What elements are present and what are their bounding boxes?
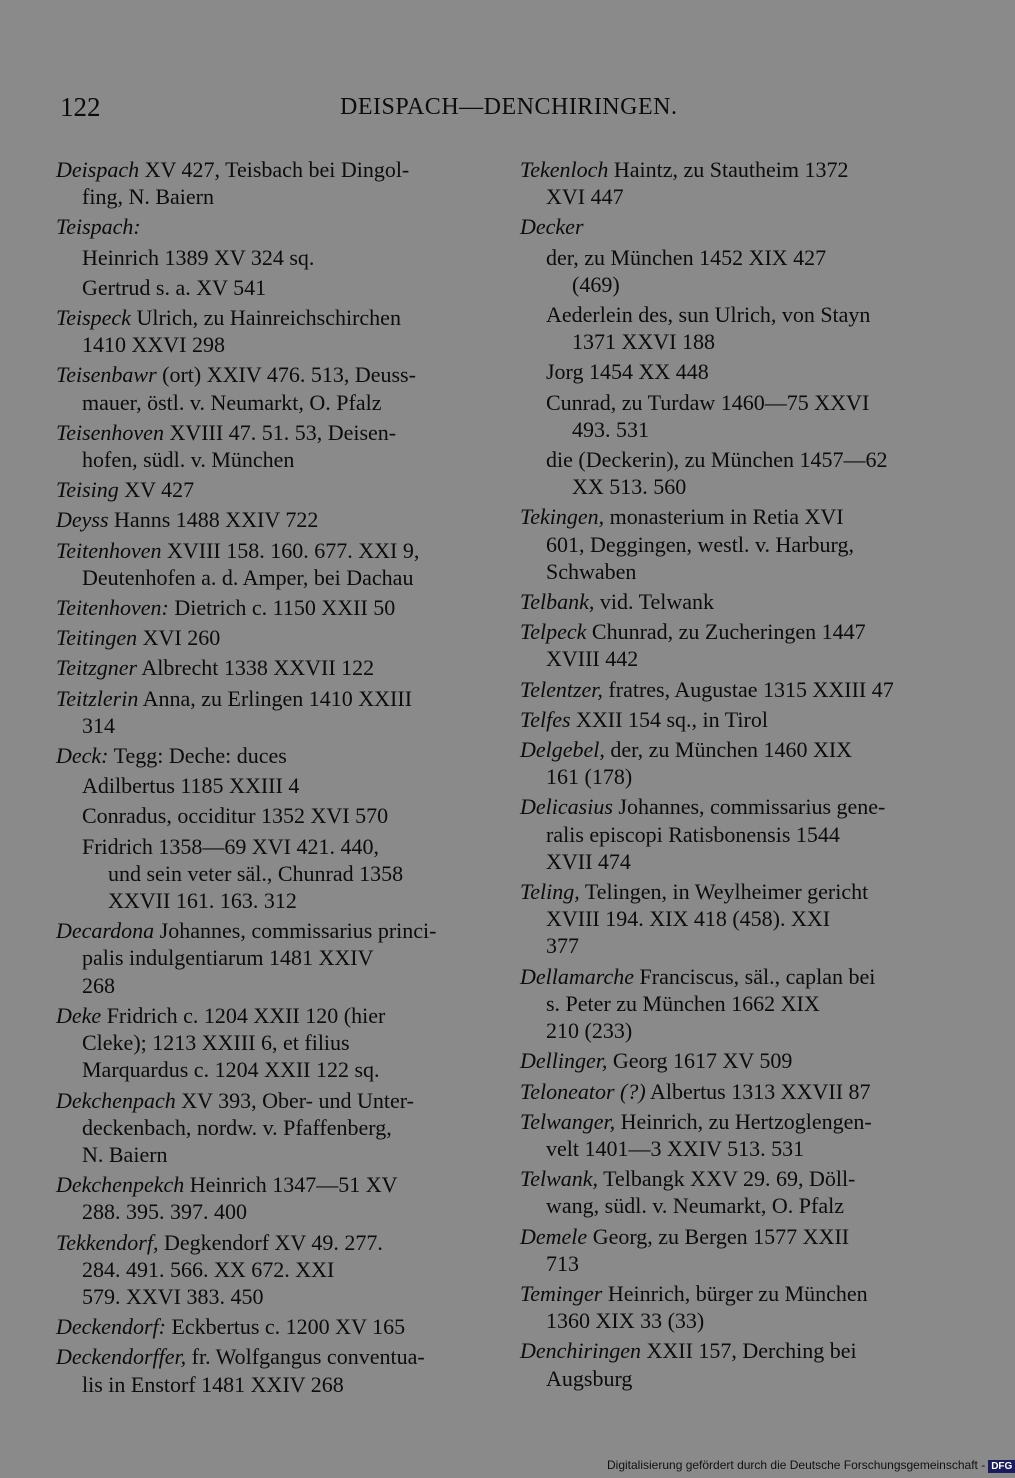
entry-line [520,473,940,500]
footer-text: Digitalisierung gefördert durch die Deutsche Forschungsgemeinschaft - [607,1458,986,1472]
entry-text: XX 513. 560 [572,474,687,500]
index-entry [520,736,940,790]
entry-text: Johannes, commissarius gene- [612,794,886,820]
entry-text: Albertus 1313 XXVII 87 [645,1078,871,1104]
entry-text: Schwaben [546,558,637,584]
index-entry [56,304,476,358]
entry-text: vid. Telwank [594,589,715,615]
index-entry [56,1171,476,1225]
dfg-logo: DFG [988,1460,1015,1473]
entry-keyword: Deke [56,1002,102,1028]
page-number: 122 [60,92,101,122]
entry-line [56,917,476,944]
entry-line [56,860,476,887]
index-entry [520,1108,940,1162]
index-entry [520,963,940,1045]
entry-text: hofen, südl. v. München [82,447,295,473]
index-entry [56,917,476,999]
index-entry [56,802,476,829]
entry-text: Heinrich, zu Hertzoglengen- [615,1108,872,1134]
index-entry [56,537,476,591]
entry-line [56,624,476,651]
entry-line [520,328,940,355]
entry-text: fing, N. Baiern [82,184,214,210]
entry-line [56,213,476,240]
index-entry [520,301,940,355]
entry-text: Eckbertus c. 1200 XV 165 [165,1314,406,1340]
entry-text: und sein veter säl., Chunrad 1358 [108,860,404,886]
index-entry [520,503,940,585]
entry-text: Ulrich, zu Hainreichschirchen [130,305,401,331]
entry-text: 493. 531 [572,416,649,442]
entry-text: der, zu München 1460 XIX [604,737,853,763]
entry-text: der, zu München 1452 XIX 427 [546,244,827,270]
entry-line [56,156,476,183]
entry-keyword: Teisenhoven [56,419,164,445]
index-entry [56,654,476,681]
entry-text: Telbangk XXV 29. 69, Döll- [598,1166,856,1192]
entry-keyword: Teisenbawr [56,362,157,388]
entry-keyword: Telwanger, [520,1108,616,1134]
entry-keyword: Delgebel, [520,737,605,763]
entry-text: XVIII 442 [546,646,639,672]
entry-line [56,419,476,446]
entry-line [520,446,940,473]
index-entry [520,588,940,615]
entry-line [520,416,940,443]
entry-keyword: Dellinger, [520,1048,608,1074]
entry-line [520,1108,940,1135]
entry-text: Fridrich 1358—69 XVI 421. 440, [82,833,379,859]
entry-text: 1360 XIX 33 (33) [546,1308,705,1334]
entry-line [56,1056,476,1083]
entry-text: fratres, Augustae 1315 XXIII 47 [602,676,894,702]
entry-text: Jorg 1454 XX 448 [546,359,709,385]
entry-line [56,654,476,681]
entry-text: 288. 395. 397. 400 [82,1199,247,1225]
entry-line [56,564,476,591]
entry-text: Conradus, occiditur 1352 XVI 570 [82,803,389,829]
entry-text: Adilbertus 1185 XXIII 4 [82,773,300,799]
entry-text: XVII 474 [546,848,631,874]
entry-line [56,537,476,564]
entry-line [56,1198,476,1225]
index-entry [56,685,476,739]
entry-line [56,887,476,914]
entry-text: Heinrich 1347—51 XV [184,1172,398,1198]
entry-line [520,676,940,703]
entry-keyword: Dellamarche [520,963,635,989]
entry-line [520,244,940,271]
entry-line [56,506,476,533]
entry-text: XXVII 161. 163. 312 [108,888,297,914]
entry-keyword: Deck: [56,743,109,769]
entry-line [56,712,476,739]
entry-keyword: Decker [520,214,584,240]
index-entry [520,878,940,960]
entry-text: (ort) XXIV 476. 513, Deuss- [156,362,416,388]
entry-text: 210 (233) [546,1018,633,1044]
entry-text: XVI 260 [137,625,221,651]
entry-text: Georg, zu Bergen 1577 XXII [587,1223,850,1249]
index-entry [520,793,940,875]
entry-text: fr. Wolfgangus conventua- [186,1344,425,1370]
entry-line [520,1337,940,1364]
entry-keyword: Tekkendorf, [56,1229,159,1255]
entry-line [520,558,940,585]
entry-line [520,932,940,959]
entry-text: XVIII 47. 51. 53, Deisen- [163,419,397,445]
entry-keyword: Dekchenpach [56,1087,176,1113]
entry-line [56,972,476,999]
index-entry [56,244,476,271]
entry-text: 1410 XXVI 298 [82,332,225,358]
entry-keyword: Teitzgner [56,655,138,681]
entry-line [520,588,940,615]
entry-line [56,446,476,473]
entry-line [56,685,476,712]
entry-line [56,1343,476,1370]
entry-keyword: Deckendorffer, [56,1344,187,1370]
entry-text: Aederlein des, sun Ulrich, von Stayn [546,302,871,328]
entry-text: 601, Deggingen, westl. v. Harburg, [546,531,854,557]
entry-line [520,531,940,558]
entry-keyword: Dekchenpekch [56,1172,185,1198]
entry-line [520,1017,940,1044]
entry-line [56,1087,476,1114]
entry-line [56,476,476,503]
entry-text: Heinrich 1389 XV 324 sq. [82,244,315,270]
entry-line [56,1141,476,1168]
entry-text: Fridrich c. 1204 XXII 120 (hier [101,1002,386,1028]
entry-line [520,645,940,672]
entry-text: monasterium in Retia XVI [604,504,844,530]
index-entry [56,594,476,621]
entry-line [56,304,476,331]
entry-line [56,1229,476,1256]
entry-text: Deutenhofen a. d. Amper, bei Dachau [82,564,414,590]
entry-text: Augsburg [546,1365,633,1391]
entry-line [520,1280,940,1307]
entry-text: Franciscus, säl., caplan bei [634,963,876,989]
entry-line [56,802,476,829]
entry-line [56,1171,476,1198]
entry-line [520,878,940,905]
entry-text: XVIII 194. XIX 418 (458). XXI [546,906,831,932]
entry-line [520,905,940,932]
entry-text: 1371 XXVI 188 [572,329,715,355]
entry-line [520,736,940,763]
entry-text: Johannes, commissarius princi- [154,918,437,944]
entry-keyword: Teispach: [56,214,141,240]
entry-line [520,271,940,298]
index-entry [520,244,940,298]
index-entry [520,156,940,210]
entry-line [520,1307,940,1334]
entry-keyword: Deckendorf: [56,1314,166,1340]
index-entry [520,1078,940,1105]
entry-line [56,183,476,210]
entry-keyword: Telwank, [520,1166,599,1192]
footer-credit [607,1458,1015,1473]
entry-line [56,742,476,769]
entry-text: lis in Enstorf 1481 XXIV 268 [82,1371,344,1397]
entry-text: XV 427 [118,477,195,503]
entry-text: 377 [546,933,579,959]
entry-keyword: Teispeck [56,305,131,331]
entry-keyword: Tekingen, [520,504,605,530]
entry-text: 284. 491. 566. XX 672. XXI [82,1256,335,1282]
index-entry [56,361,476,415]
entry-line [520,1192,940,1219]
entry-keyword: Demele [520,1223,588,1249]
entry-text: (469) [572,271,620,297]
entry-line [520,1047,940,1074]
entry-text: XV 427, Teisbach bei Dingol- [139,157,410,182]
entry-line [520,1135,940,1162]
entry-line [56,594,476,621]
entry-keyword: Decardona [56,918,155,944]
entry-text: velt 1401—3 XXIV 513. 531 [546,1135,805,1161]
entry-text: Dietrich c. 1150 XXII 50 [168,595,396,621]
entry-text: N. Baiern [82,1141,168,1167]
index-entry [56,274,476,301]
entry-keyword: Tekenloch [520,157,609,182]
entry-line [520,821,940,848]
index-entry [56,156,476,210]
entry-line [520,763,940,790]
index-entry [56,1087,476,1169]
entry-text: XVIII 158. 160. 677. XXI 9, [161,537,420,563]
index-entry [520,618,940,672]
index-entry [56,1229,476,1311]
entry-text: Anna, zu Erlingen 1410 XXIII [138,685,413,711]
entry-line [520,1078,940,1105]
entry-keyword: Telpeck [520,619,587,645]
entry-text: Heinrich, bürger zu München [602,1280,868,1306]
entry-keyword: Teitenhoven: [56,595,169,621]
entry-line [56,244,476,271]
entry-keyword: Teising [56,477,119,503]
index-entry [56,1313,476,1340]
entry-keyword: Teloneator (?) [520,1078,646,1104]
entry-text: 268 [82,972,115,998]
entry-text: Degkendorf XV 49. 277. [158,1229,383,1255]
entry-line [56,1313,476,1340]
entry-line [56,274,476,301]
entry-line [520,1223,940,1250]
entry-text: Hanns 1488 XXIV 722 [108,507,319,533]
entry-keyword: Teminger [520,1280,603,1306]
entry-keyword: Teitenhoven [56,537,162,563]
entry-line [520,1165,940,1192]
entry-line [520,213,940,240]
index-entry [520,213,940,240]
right-column [520,156,940,1392]
entry-line [56,331,476,358]
entry-text: 314 [82,712,115,738]
entry-line [56,944,476,971]
index-entry [520,676,940,703]
entry-keyword: Telbank, [520,589,595,615]
entry-text: Marquardus c. 1204 XXII 122 sq. [82,1057,380,1083]
index-entry [56,213,476,240]
index-entry [520,1337,940,1391]
entry-text: Gertrud s. a. XV 541 [82,274,267,300]
entry-text: deckenbach, nordw. v. Pfaffenberg, [82,1114,392,1140]
entry-text: Cunrad, zu Turdaw 1460—75 XXVI [546,389,870,415]
index-entry [520,706,940,733]
entry-line [56,1256,476,1283]
index-entry [56,742,476,769]
entry-text: 713 [546,1250,579,1276]
entry-text: palis indulgentiarum 1481 XXIV [82,945,374,971]
index-entry [56,772,476,799]
entry-keyword: Denchiringen [520,1338,641,1364]
index-entry [520,1280,940,1334]
index-entry [56,476,476,503]
entry-line [520,618,940,645]
index-entry [56,1002,476,1084]
index-entry [520,1047,940,1074]
entry-text: mauer, östl. v. Neumarkt, O. Pfalz [82,389,382,415]
entry-text: Georg 1617 XV 509 [607,1048,793,1074]
index-entry [56,624,476,651]
entry-line [520,183,940,210]
entry-line [56,1371,476,1398]
entry-line [520,301,940,328]
entry-line [520,1250,940,1277]
entry-line [520,706,940,733]
entry-text: 161 (178) [546,764,633,790]
left-column [56,156,476,1398]
entry-text: Albrecht 1338 XXVII 122 [137,655,375,681]
entry-text: ralis episcopi Ratisbonensis 1544 [546,821,840,847]
entry-line [56,1114,476,1141]
entry-line [56,361,476,388]
index-entry [56,833,476,915]
entry-text: Tegg: Deche: duces [108,743,287,769]
entry-text: wang, südl. v. Neumarkt, O. Pfalz [546,1193,844,1219]
entry-text: Chunrad, zu Zucheringen 1447 [586,619,866,645]
entry-text: XXII 157, Derching bei [640,1338,857,1364]
entry-line [56,1029,476,1056]
entry-keyword: Delicasius [520,794,613,820]
index-entry [56,419,476,473]
entry-keyword: Telfes [520,706,571,732]
entry-line [520,848,940,875]
entry-line [56,1283,476,1310]
entry-line [520,156,940,183]
entry-keyword: Telentzer, [520,676,603,702]
index-entry [520,446,940,500]
entry-keyword: Teitingen [56,625,138,651]
entry-line [520,963,940,990]
entry-line [56,1002,476,1029]
entry-text: XVI 447 [546,184,624,210]
entry-keyword: Deyss [56,507,109,533]
entry-line [520,990,940,1017]
entry-text: XXII 154 sq., in Tirol [570,706,768,732]
entry-keyword: Teitzlerin [56,685,139,711]
entry-keyword: Deispach [56,157,140,182]
index-entry [56,506,476,533]
entry-line [520,793,940,820]
running-title: DEISPACH—DENCHIRINGEN. [340,94,678,120]
entry-line [520,389,940,416]
entry-text: Cleke); 1213 XXIII 6, et filius [82,1030,350,1056]
entry-line [56,389,476,416]
index-entry [520,1165,940,1219]
entry-text: die (Deckerin), zu München 1457—62 [546,447,888,473]
index-entry [520,1223,940,1277]
entry-text: Telingen, in Weylheimer gericht [579,879,869,905]
index-entry [56,1343,476,1397]
entry-text: Haintz, zu Stautheim 1372 [608,157,849,182]
index-entry [520,389,940,443]
entry-line [520,503,940,530]
entry-line [56,772,476,799]
entry-line [520,358,940,385]
entry-line [56,833,476,860]
entry-keyword: Teling, [520,879,580,905]
index-entry [520,358,940,385]
entry-line [520,1365,940,1392]
entry-text: XV 393, Ober- und Unter- [175,1087,414,1113]
entry-text: 579. XXVI 383. 450 [82,1283,264,1309]
entry-text: s. Peter zu München 1662 XIX [546,990,820,1016]
